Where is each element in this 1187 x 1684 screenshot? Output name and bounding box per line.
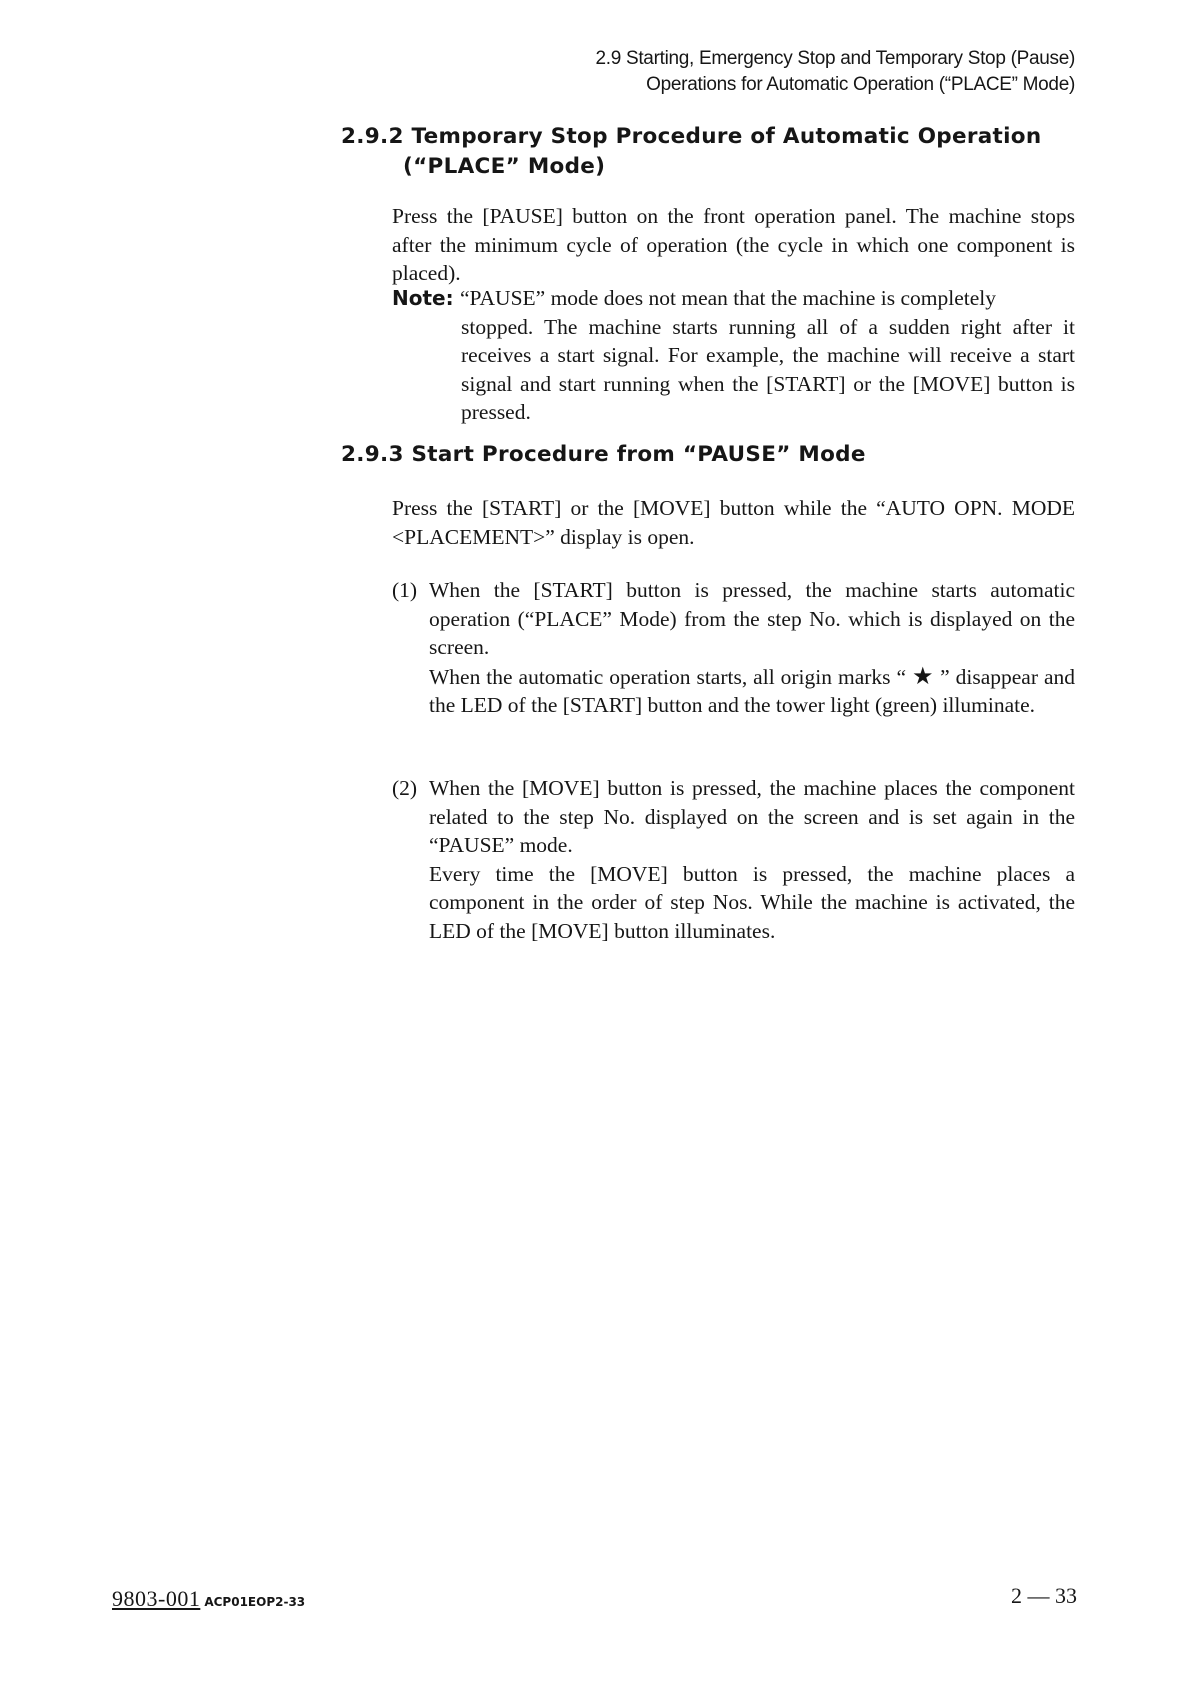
running-header-line-1: 2.9 Starting, Emergency Stop and Temporary Stop (Pause) [595, 48, 1075, 69]
list-item-1-text-b-pre: When the automatic operation starts, all origin marks “ [429, 664, 912, 689]
document-number: 9803-001 [112, 1586, 201, 1611]
note-text: stopped. The machine starts running all of a sudden right after it receives a start signal. For example, the machine will receive a start signal and start running when the [START] or the [MOVE] button is pressed. [461, 314, 1075, 425]
list-item-2-text-b: Every time the [MOVE] button is pressed, the machine places a component in the order of step Nos. While the machine is activated, the LED of the [MOVE] button illuminates. [429, 861, 1075, 943]
list-item-2-text-a: When the [MOVE] button is pressed, the machine places the component related to the step No. displayed on the screen and is set again in the “PAUSE” mode. [429, 776, 1075, 858]
footer-document-id [112, 1586, 305, 1612]
list-item-1-text-b-post: ” disappear and the LED of the [START] button and the tower light (green) illuminate. [429, 664, 1076, 718]
list-item-1-number: (1) [392, 578, 418, 602]
list-item-2-number: (2) [392, 776, 418, 800]
list-item-2 [429, 774, 1075, 946]
document-code: ACP01EOP2-33 [204, 1595, 306, 1609]
running-header [595, 46, 1075, 98]
section-2-9-2-paragraph: Press the [PAUSE] button on the front operation panel. The machine stops after the minimum cycle of operation (the cycle in which one component is placed). [392, 204, 1075, 286]
section-2-9-3-heading: 2.9.3 Start Procedure from “PAUSE” Mode [341, 442, 866, 467]
origin-mark-star-icon: ★ [912, 661, 935, 690]
running-header-line-2: Operations for Automatic Operation (“PLACE” Mode) [646, 74, 1075, 95]
section-2-9-2-heading-line-1: 2.9.2 Temporary Stop Procedure of Automatic Operation [341, 124, 1042, 149]
list-item-1-text-a: When the [START] button is pressed, the machine starts automatic operation (“PLACE” Mode) from the step No. which is displayed on the screen. [429, 578, 1075, 660]
note-text-first-line: “PAUSE” mode does not mean that the machine is completely [460, 286, 996, 310]
page-number: 2 — 33 [1011, 1583, 1077, 1608]
note-label: Note: [392, 286, 454, 310]
section-2-9-2-heading-line-2: (“PLACE” Mode) [403, 154, 606, 179]
section-2-9-2-heading [341, 122, 1041, 182]
list-item-1-text-b [429, 662, 1075, 720]
list-item-1 [429, 576, 1075, 720]
section-2-9-3-paragraph: Press the [START] or the [MOVE] button while the “AUTO OPN. MODE <PLACEMENT>” display is open. [392, 496, 1075, 549]
